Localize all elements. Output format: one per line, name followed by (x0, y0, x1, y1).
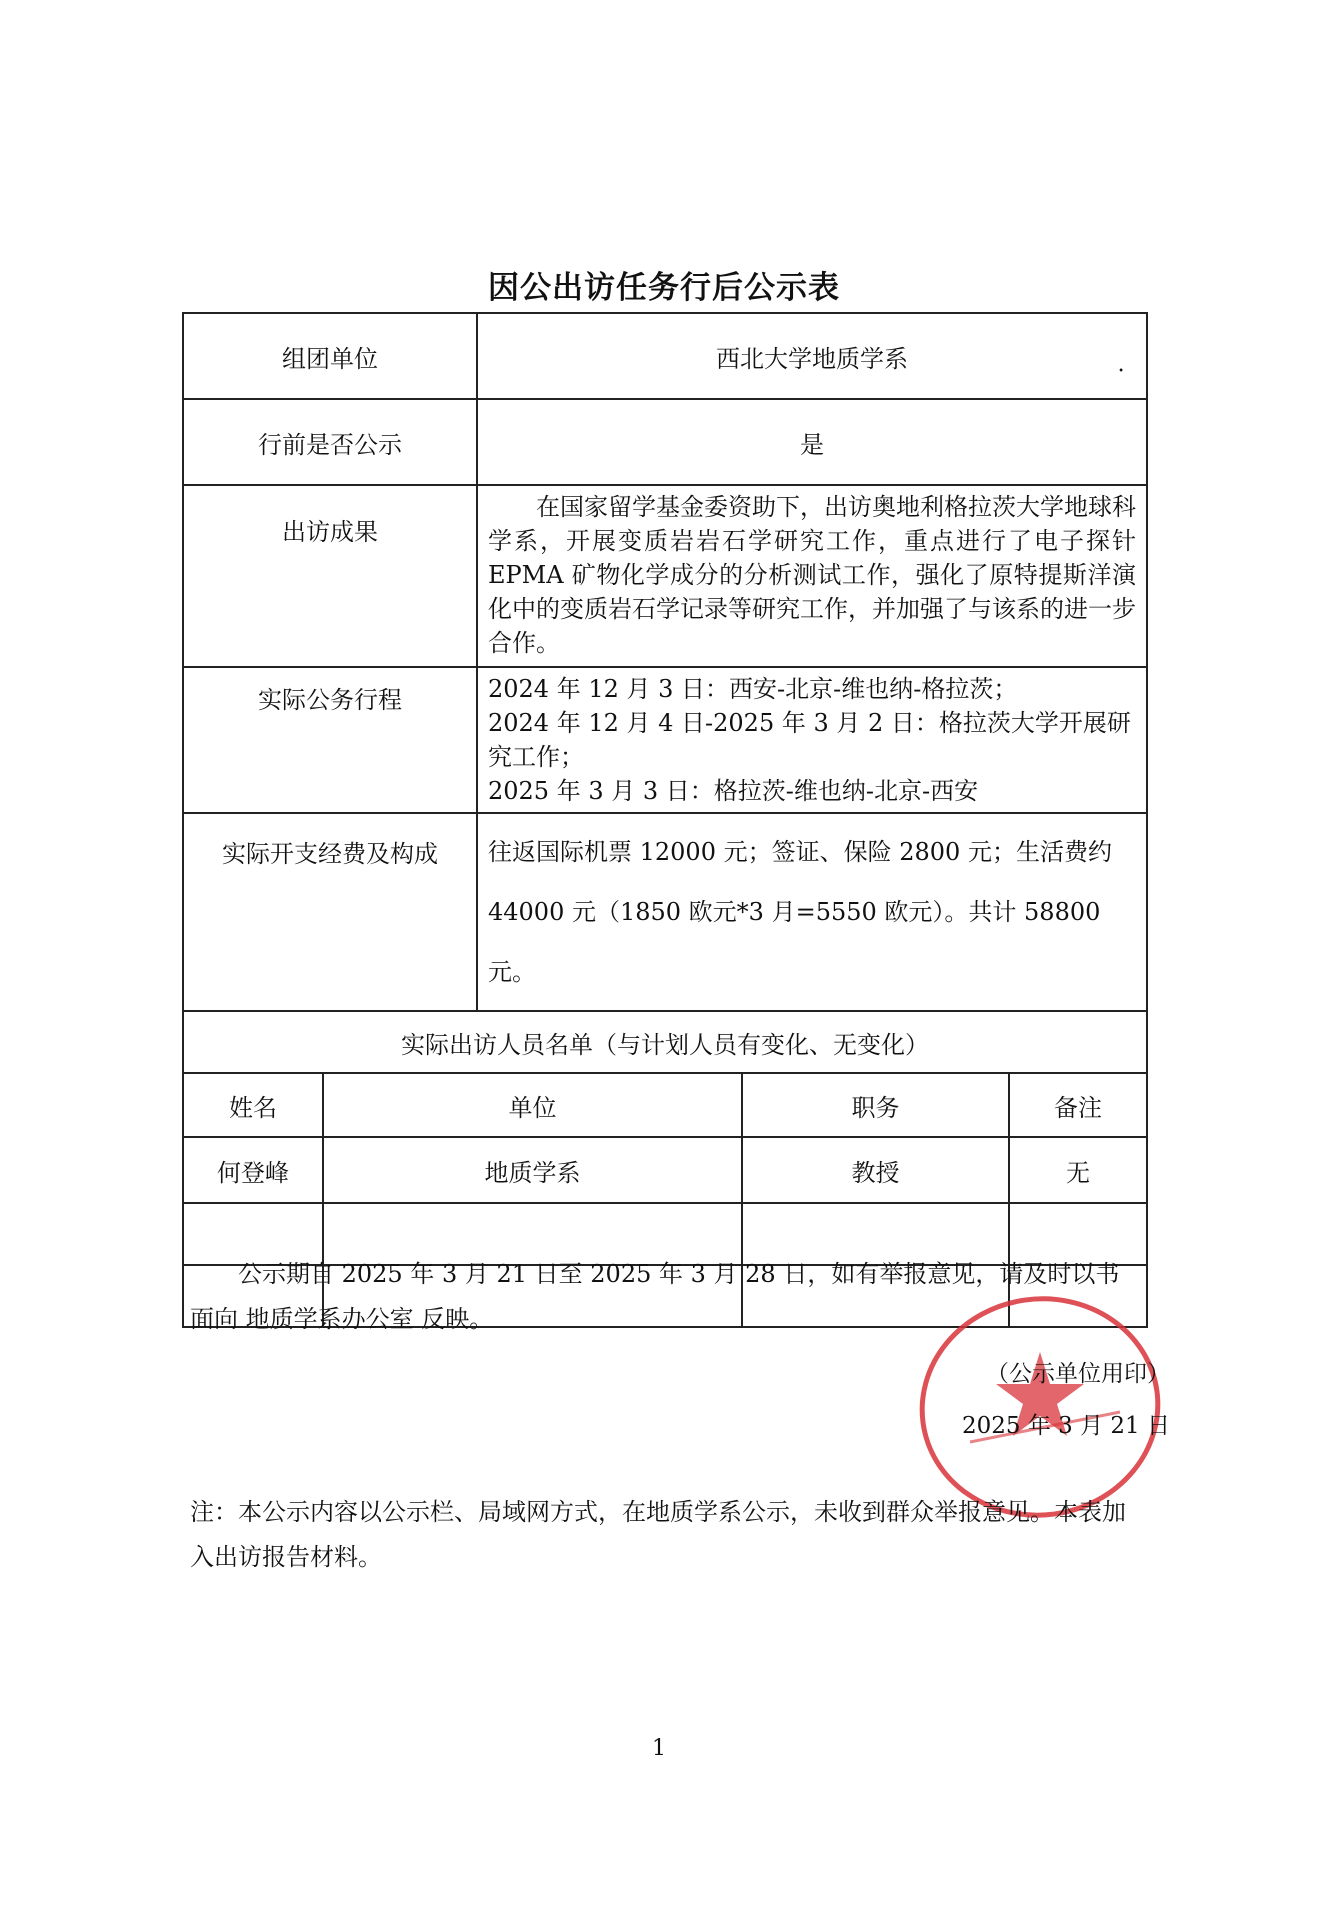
org-value-cell (477, 313, 1147, 399)
speck-mark: • (1118, 366, 1125, 377)
row-prior-publicity (183, 399, 1147, 485)
results-label: 出访成果 (183, 485, 477, 667)
personnel-header-row (183, 1073, 1147, 1137)
person-unit: 地质学系 (323, 1137, 742, 1203)
publicity-notice: 公示期自 2025 年 3 月 21 日至 2025 年 3 月 28 日，如有举报意见，请及时以书面向 地质学系办公室 反映。 (190, 1260, 1120, 1333)
row-personnel-heading (183, 1011, 1147, 1073)
row-expenses (183, 813, 1147, 1011)
row-results (183, 485, 1147, 667)
itinerary-value (477, 667, 1147, 813)
page-number: 1 (652, 1736, 666, 1761)
itinerary-line: 2025 年 3 月 3 日：格拉茨-维也纳-北京-西安 (488, 777, 979, 805)
itinerary-label: 实际公务行程 (183, 667, 477, 813)
seal-caption: （公示单位用印） (986, 1361, 1170, 1387)
column-header-title: 职务 (742, 1073, 1009, 1137)
table-row (183, 1137, 1147, 1203)
results-value: 在国家留学基金委资助下，出访奥地利格拉茨大学地球科学系，开展变质岩岩石学研究工作，重点进行了电子探针 EPMA 矿物化学成分的分析测试工作，强化了原特提斯洋演化中的变质岩石学记录等研究工作，并加强了与该系的进一步合作。 (477, 485, 1147, 667)
itinerary-line: 2024 年 12 月 3 日：西安-北京-维也纳-格拉茨； (488, 675, 1018, 703)
prior-publicity-value: 是 (477, 399, 1147, 485)
prior-publicity-label: 行前是否公示 (183, 399, 477, 485)
row-itinerary (183, 667, 1147, 813)
footnote: 注：本公示内容以公示栏、局域网方式，在地质学系公示，未收到群众举报意见。本表加入出访报告材料。 (190, 1498, 1126, 1571)
column-header-name: 姓名 (183, 1073, 323, 1137)
page-title: 因公出访任务行后公示表 (488, 270, 840, 306)
signature-block (930, 1348, 1170, 1452)
row-org (183, 313, 1147, 399)
personnel-heading: 实际出访人员名单（与计划人员有变化、无变化） (183, 1011, 1147, 1073)
publicity-table (182, 312, 1148, 1328)
org-value: 西北大学地质学系 (716, 344, 909, 373)
org-label: 组团单位 (183, 313, 477, 399)
expenses-value: 往返国际机票 12000 元；签证、保险 2800 元；生活费约 44000 元（1850 欧元*3 月=5550 欧元）。共计 58800 元。 (477, 813, 1147, 1011)
person-name: 何登峰 (183, 1137, 323, 1203)
itinerary-line: 2024 年 12 月 4 日-2025 年 3 月 2 日：格拉茨大学开展研究工作； (488, 709, 1131, 771)
person-title: 教授 (742, 1137, 1009, 1203)
column-header-remarks: 备注 (1009, 1073, 1147, 1137)
signature-date: 2025 年 3 月 21 日 (962, 1413, 1170, 1439)
expenses-label: 实际开支经费及构成 (183, 813, 477, 1011)
column-header-unit: 单位 (323, 1073, 742, 1137)
person-remarks: 无 (1009, 1137, 1147, 1203)
